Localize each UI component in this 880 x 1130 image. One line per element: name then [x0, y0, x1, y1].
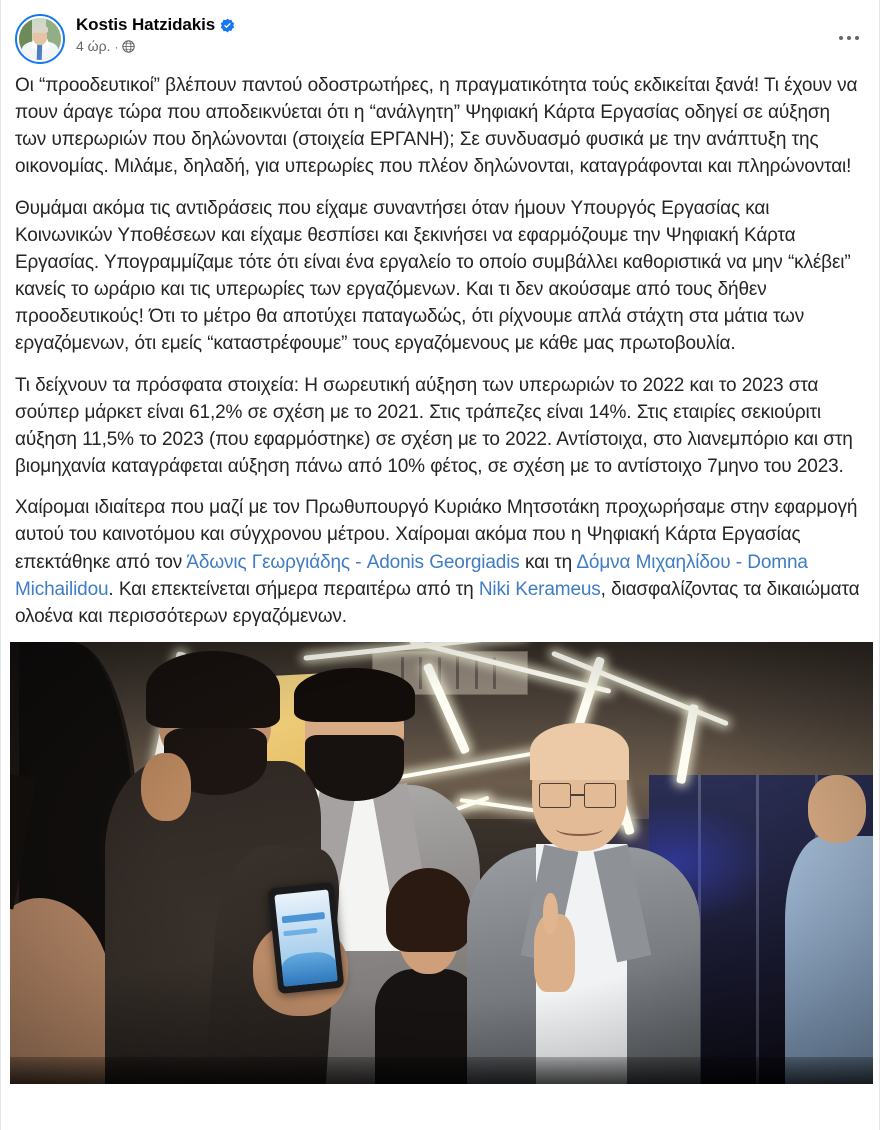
person-foreground-holding-phone: [96, 660, 320, 1084]
meta-separator: ·: [114, 39, 119, 54]
mention-link-niki-kerameus[interactable]: Niki Kerameus: [478, 578, 601, 600]
ellipsis-horizontal-icon[interactable]: [831, 20, 867, 56]
post-meta-row: [76, 38, 235, 55]
post-paragraph-4: [15, 494, 865, 630]
post-header: [1, 0, 879, 68]
photo-scene: [10, 642, 873, 1084]
post-paragraph-3: Τι δείχνουν τα πρόσφατα στοιχεία: Η σωρευτική αύξηση των υπερωριών το 2022 και το 2023 στα σούπερ μάρκετ είναι 61,2% σε σχέση με το 2021. Στις τράπεζες είναι 14%. Στις εταιρίες σεκιούριτι αύξηση 11,5% το 2023 (που εφαρμόστηκε) σε σχέση με το 2022. Αντίστοιχα, στο λιανεμπόριο και στη βιομηχανία καταγράφεται αύξηση πάνω από 10% φέτος, σε σχέση με το αντίστοιχο 7μηνο του 2023.: [15, 374, 853, 478]
ellipsis-dot: [839, 36, 843, 40]
paragraph-4-text-part-3: . Και επεκτείνεται σήμερα περαιτέρω από τη: [108, 578, 479, 600]
header-text-block: [76, 14, 235, 55]
post-message-body: [1, 68, 879, 630]
post-paragraph-2: Θυμάμαι ακόμα τις αντιδράσεις που είχαμε συναντήσει όταν ήμουν Υπουργός Εργασίας και Κοινωνικών Υποθέσεων και είχαμε θεσπίσει και ξεκινήσει να εφαρμόζουμε την Ψηφιακή Κάρτα Εργασίας. Υπογραμμίζαμε τότε ότι είναι ένα εργαλείο το οποίο συμβάλλει καθοριστικά να μην “κλέβει” κανείς το ωράριο και τις υπερωρίες των εργαζόμενων. Και τι δεν ακούσαμε από τους δήθεν προοδευτικούς! Ότι το μέτρο θα αποτύχει παταγωδώς, ότι ρίχνουμε απλά στάχτη στα μάτια των εργαζόμενων, ότι εμείς “καταστρέφουμε” τους εργαζόμενους με κάθε μας πρωτοβουλία.: [15, 197, 851, 355]
person-right-edge: [795, 775, 873, 1084]
mention-link-adonis-georgiadis[interactable]: Άδωνις Γεωργιάδης - Adonis Georgiadis: [186, 551, 520, 573]
verified-badge-icon: [220, 18, 235, 33]
ellipsis-dot: [855, 36, 859, 40]
post-photo[interactable]: [10, 642, 873, 1084]
ellipsis-dot: [847, 36, 851, 40]
post-paragraph-1: Οι “προοδευτικοί” βλέπουν παντού οδοστρωτήρες, η πραγματικότητα τούς εκδικείται ξανά! Τι έχουν να πουν άραγε τώρα που αποδεικνύεται ότι η “ανάλγητη” Ψηφιακή Κάρτα Εργασίας οδηγεί σε αύξηση των υπερωριών που δηλώνονται (στοιχεία ΕΡΓΑΝΗ); Σε συνδυασμό φυσικά με την ανάπτυξη της οικονομίας. Μιλάμε, δηλαδή, για υπερωρίες που πλέον δηλώνονται, καταγράφονται και πληρώνονται!: [15, 75, 858, 178]
author-row: [76, 15, 235, 35]
smartphone-digital-work-card: [268, 882, 344, 994]
profile-avatar-image: [19, 18, 61, 60]
person-kostis-hatzidakis: [476, 730, 692, 1084]
paragraph-4-text-part-2: και τη: [519, 551, 577, 573]
avatar[interactable]: [15, 14, 65, 64]
post-timestamp[interactable]: 4 ώρ.: [76, 38, 111, 55]
author-name[interactable]: Kostis Hatzidakis: [76, 15, 216, 34]
floor-shadow: [10, 1057, 873, 1084]
paragraph-4-text-part-1: Χαίρομαι ιδιαίτερα που μαζί με τον Πρωθυπουργό Κυριάκο Μητσοτάκη προχωρήσαμε στην εφαρμογή αυτού του καινοτόμου και σύγχρονου μέτρου. Χαίρομαι ακόμα που η Ψηφιακή Κάρτα Εργασίας επεκτάθηκε από τον: [15, 497, 858, 573]
globe-icon[interactable]: [122, 40, 135, 53]
paragraph-4-text-part-4: , διασφαλίζοντας τα δικαιώματα ολοένα και περισσότερων εργαζόμενων.: [15, 578, 860, 627]
mention-link-domna-michailidou[interactable]: Δόμνα Μιχαηλίδου - Domna Michailidou: [15, 551, 808, 600]
